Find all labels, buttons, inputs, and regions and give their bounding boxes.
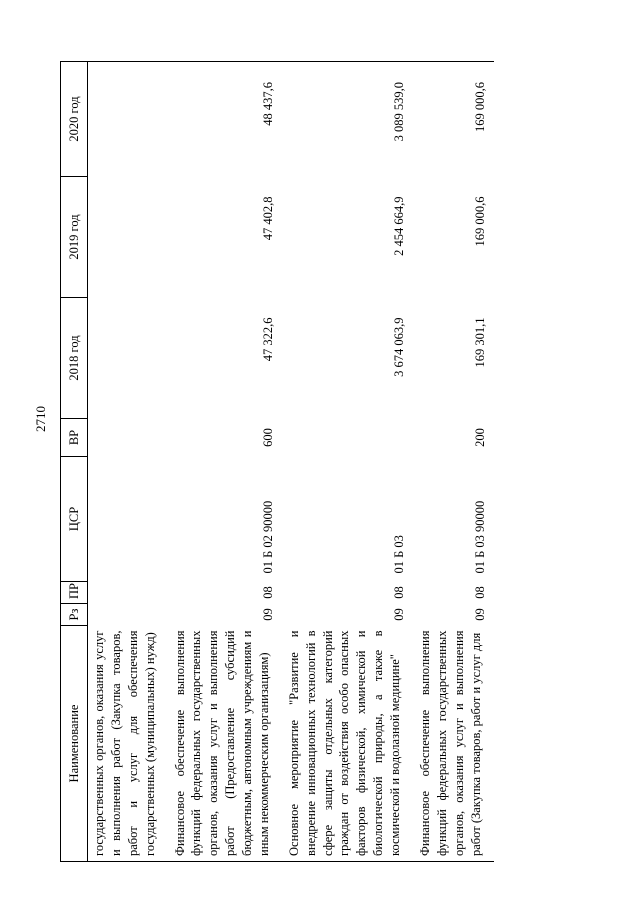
row-vr: 600 bbox=[260, 428, 275, 447]
row-name: Финансовое обеспечение выполнения функций федеральных государственных органов, оказания услуг и выполнения работ (Закупка товаров, работ и услуг для bbox=[414, 626, 495, 862]
header-name: Наименование bbox=[61, 626, 88, 862]
row-2018 bbox=[88, 298, 169, 419]
row-vr bbox=[283, 419, 414, 457]
table-row bbox=[88, 62, 169, 862]
header-2020: 2020 год bbox=[61, 62, 88, 177]
row-2020: 169 000,6 bbox=[414, 62, 495, 177]
row-name: государственных органов, оказания услуг и выполнения работ (Закупка товаров, работ и услуг для обеспечения государственных (муниципальных) нужд) bbox=[88, 626, 169, 862]
header-vr: ВР bbox=[61, 419, 88, 457]
header-2019: 2019 год bbox=[61, 177, 88, 298]
row-name: Основное мероприятие "Развитие и внедрение инновационных технологий в сфере защиты отдельных категорий граждан от воздействия особо опасных факторов физической, химической и биологической природы, а также в космической и водолазной медицине" bbox=[283, 626, 414, 862]
row-2018: 47 322,6 bbox=[260, 317, 275, 362]
row-pr: 08 bbox=[472, 586, 487, 599]
row-rz: 09 bbox=[392, 608, 406, 621]
table-row bbox=[283, 62, 414, 862]
row-2018: 3 674 063,9 bbox=[392, 317, 406, 377]
row-csr: 01 Б 03 90000 bbox=[472, 500, 487, 574]
row-csr: 01 Б 03 bbox=[392, 535, 406, 574]
header-2018: 2018 год bbox=[61, 298, 88, 419]
budget-table bbox=[60, 61, 494, 862]
table-row bbox=[414, 62, 495, 862]
row-2018: 169 301,1 bbox=[472, 317, 487, 368]
row-csr: 01 Б 02 90000 bbox=[260, 500, 275, 574]
row-vr bbox=[88, 419, 169, 457]
row-2019: 47 402,8 bbox=[260, 196, 275, 241]
row-2020: 48 437,6 bbox=[169, 62, 283, 177]
row-pr: 08 bbox=[392, 586, 406, 599]
row-pr bbox=[88, 582, 169, 604]
header-csr: ЦСР bbox=[61, 457, 88, 582]
rotated-page-content bbox=[60, 62, 600, 862]
row-csr bbox=[88, 457, 169, 582]
table-header-row bbox=[61, 62, 88, 862]
row-rz: 09 bbox=[260, 608, 275, 621]
row-vr: 200 bbox=[472, 428, 487, 447]
row-2020 bbox=[88, 62, 169, 177]
row-rz bbox=[88, 604, 169, 626]
row-name: Финансовое обеспечение выполнения функций федеральных государственных органов, оказания услуг и выполнения работ (Предоставление субсидий бюджетным, автономным учреждениям и иным некоммерческим организациям) bbox=[169, 626, 283, 862]
row-2019: 169 000,6 bbox=[472, 196, 487, 247]
header-pr: ПР bbox=[61, 582, 88, 604]
row-rz: 09 bbox=[472, 608, 487, 621]
header-rz: Рз bbox=[61, 604, 88, 626]
page-number: 2710 bbox=[33, 406, 48, 432]
row-2020: 3 089 539,0 bbox=[283, 62, 414, 177]
row-2019 bbox=[88, 177, 169, 298]
row-2019: 2 454 664,9 bbox=[392, 196, 406, 256]
row-pr: 08 bbox=[260, 586, 275, 599]
table-row bbox=[169, 62, 283, 862]
